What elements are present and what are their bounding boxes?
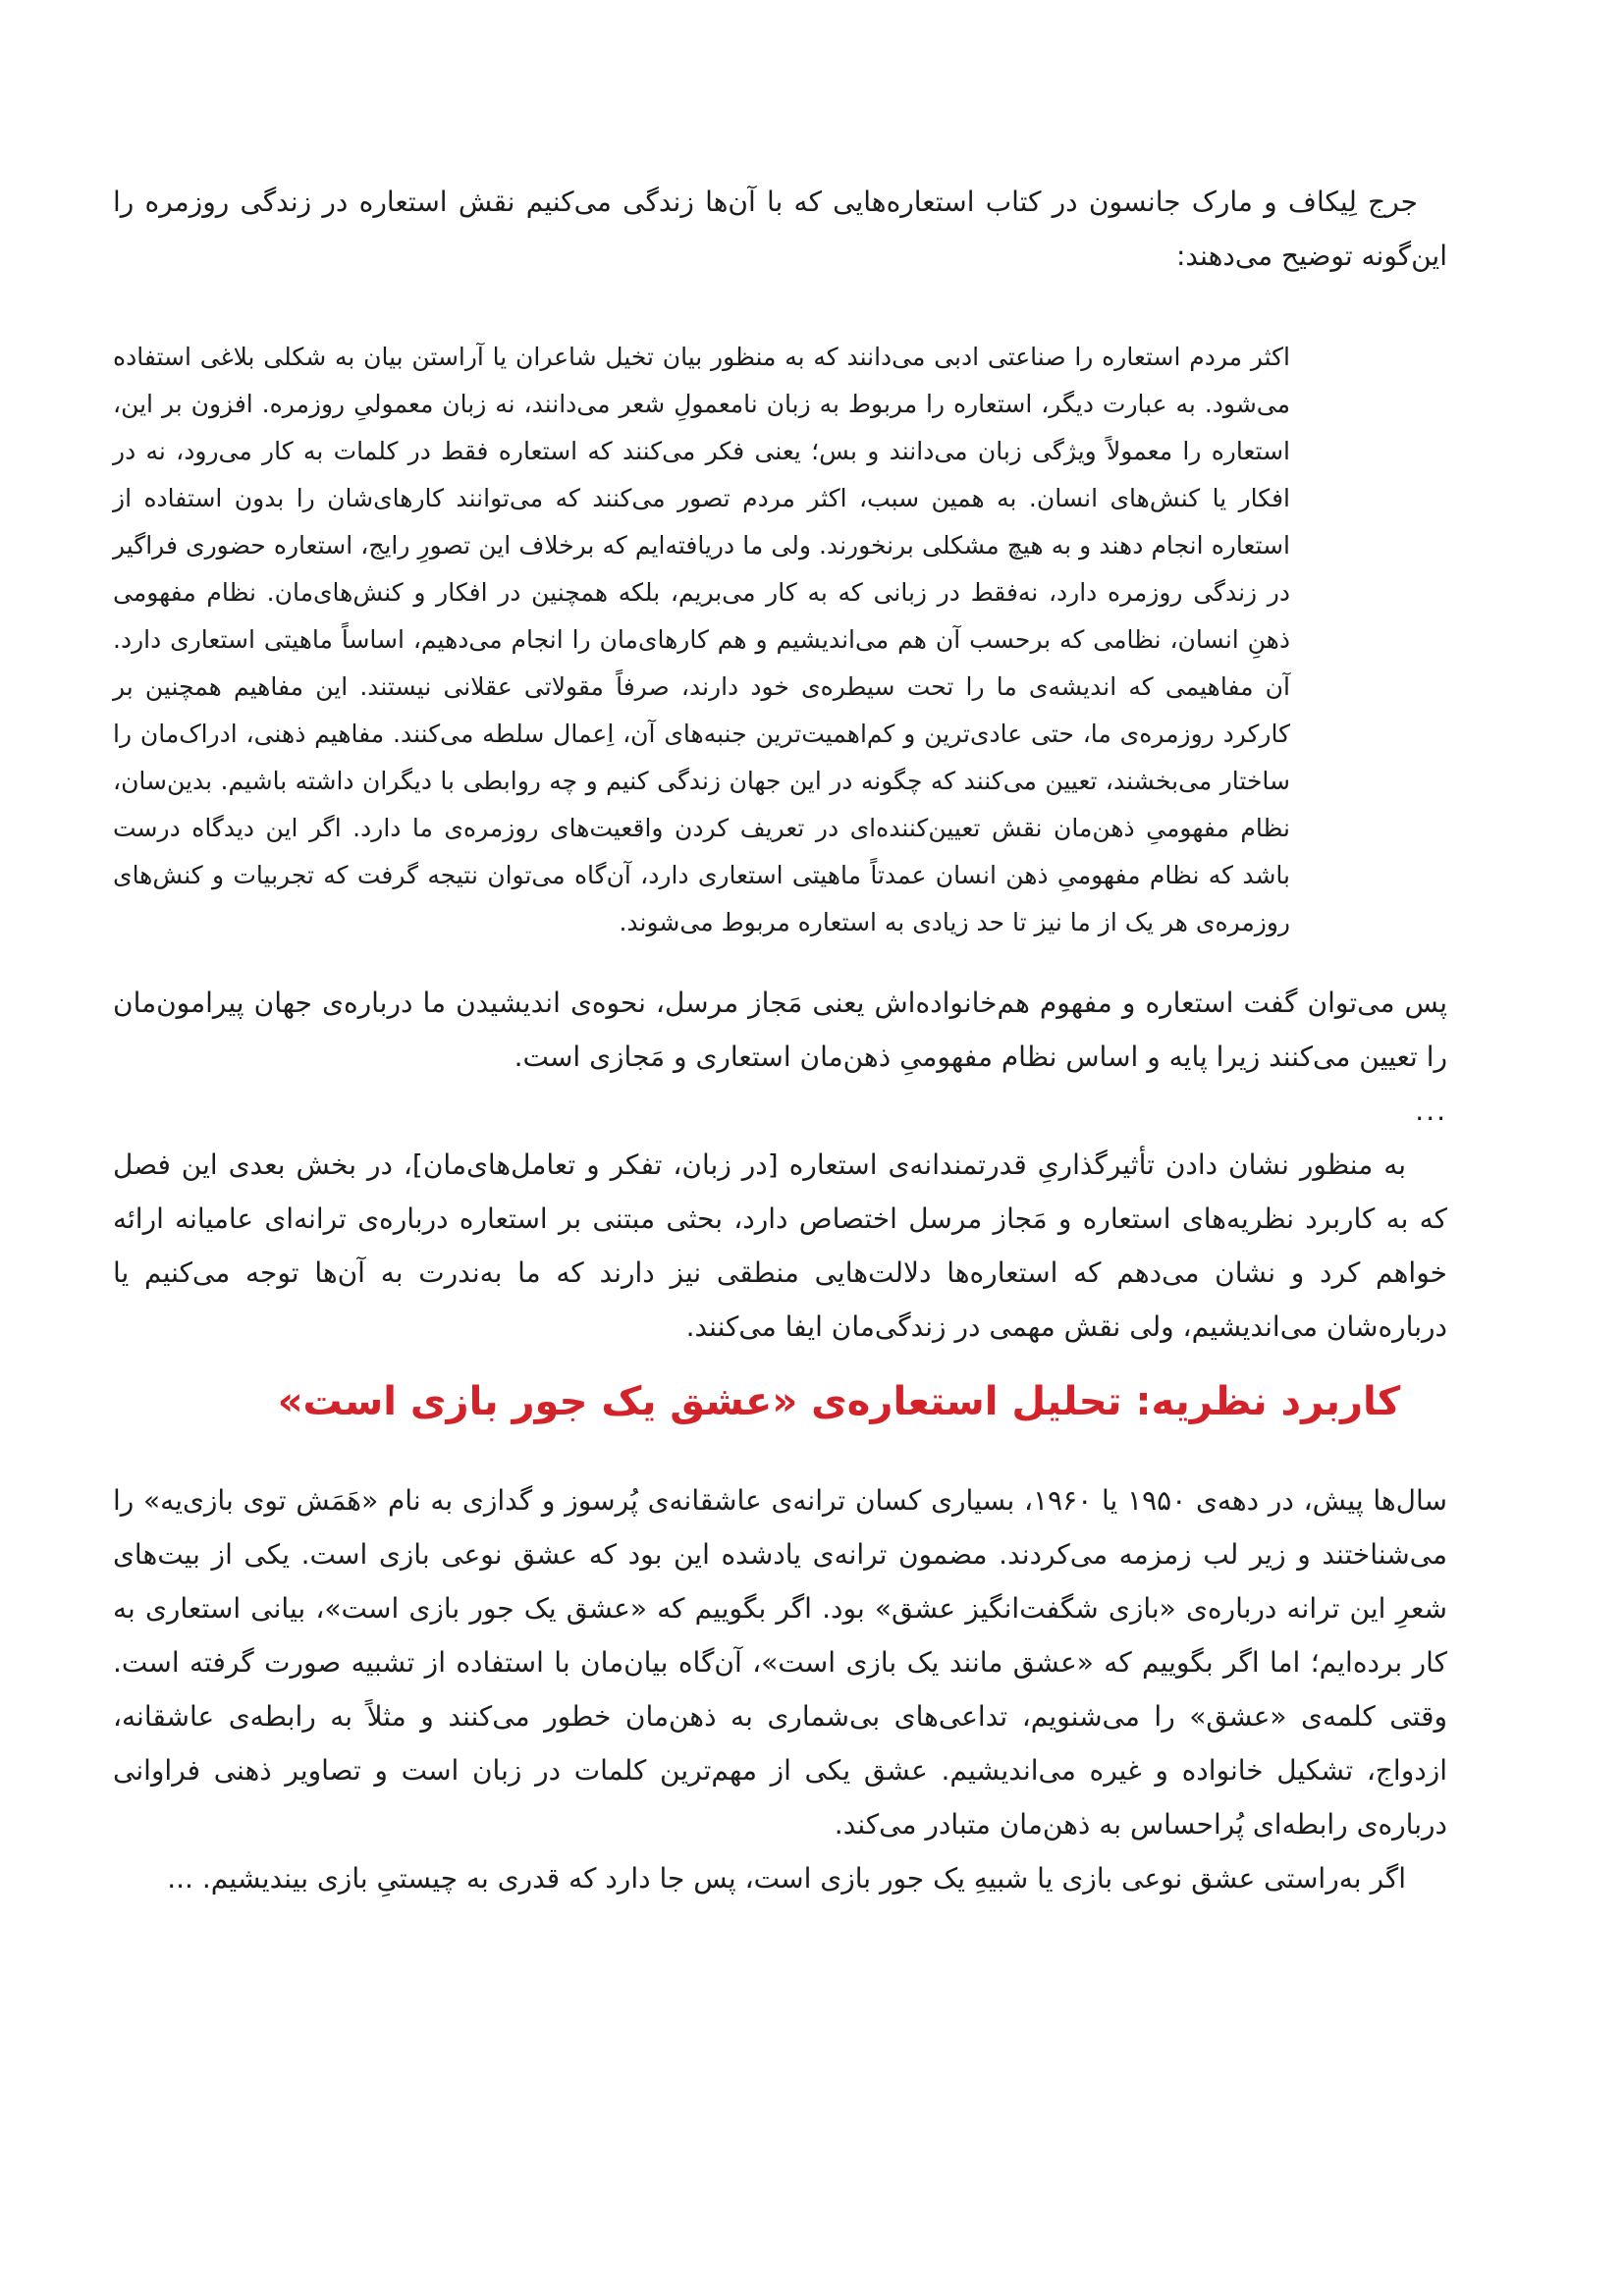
closing-paragraph: اگر به‌راستی عشق نوعی بازی یا شبیهِ یک جور بازی است، پس جا دارد که قدری به چیستیِ بازی بیندیشیم. ... xyxy=(167,1862,1406,1895)
ellipsis-line: ... xyxy=(1415,1095,1447,1127)
transition-paragraph: به منظور نشان دادن تأثیرگذاریِ قدرتمندانه‌ی استعاره [در زبان، تفکر و تعامل‌های‌مان]، در بخش بعدی این فصل که به کاربرد نظریه‌های استعاره و مَجاز مرسل اختصاص دارد، بحثی مبتنی بر استعاره درباره‌ی ترانه‌ای عامیانه ارائه خواهم کرد و نشان می‌دهم که استعاره‌ها دلالت‌هایی منطقی نیز دارند که ما به‌ندرت به آن‌ها توجه می‌کنیم یا درباره‌شان می‌اندیشیم، ولی نقش مهمی در زندگی‌مان ایفا می‌کنند. xyxy=(113,1148,1447,1343)
intro-paragraph: جرج لِیکاف و مارک جانسون در کتاب استعاره‌هایی که با آن‌ها زندگی می‌کنیم نقش استعاره در زندگی روزمره را این‌گونه توضیح می‌دهند: xyxy=(113,186,1447,272)
song-analysis-paragraph: سال‌ها پیش، در دهه‌ی ۱۹۵۰ یا ۱۹۶۰، بسیاری کسان ترانه‌ی عاشقانه‌ی پُرسوز و گدازی به نام «هَمَش توی بازی‌یه» را می‌شناختند و زیر لب زمزمه می‌کردند. مضمون ترانه‌ی یادشده این بود که عشق نوعی بازی است. یکی از بیت‌های شعرِ این ترانه درباره‌ی «بازی شگفت‌انگیز عشق» بود. اگر بگوییم که «عشق یک جور بازی است»، بیانی استعاری به کار برده‌ایم؛ اما اگر بگوییم که «عشق مانند یک بازی است»، آن‌گاه بیان‌مان با استفاده از تشبیه صورت گرفته است. وقتی کلمه‌ی «عشق» را می‌شنویم، تداعی‌های بی‌شماری به ذهن‌مان خطور می‌کنند و مثلاً به رابطه‌ی عاشقانه، ازدواج، تشکیل خانواده و غیره می‌اندیشیم. عشق یکی از مهم‌ترین کلمات در زبان است و تصاویر ذهنی فراوانی درباره‌ی رابطه‌ای پُراحساس به ذهن‌مان متبادر می‌کند. xyxy=(113,1484,1447,1841)
section-heading: کاربرد نظریه: تحلیل استعاره‌ی «عشق یک جور بازی است» xyxy=(277,1379,1401,1424)
block-quote: اکثر مردم استعاره را صناعتی ادبی می‌دانند که به منظور بیان تخیل شاعران یا آراستن بیان به شکلی بلاغی استفاده می‌شود. به عبارت دیگر، استعاره را مربوط به زبان نامعمولِ شعر می‌دانند، نه زبان معمولیِ روزمره. افزون بر این، استعاره را معمولاً ویژگی زبان می‌دانند و بس؛ یعنی فکر می‌کنند که استعاره فقط در کلمات به کار می‌رود، نه در افکار یا کنش‌های انسان. به همین سبب، اکثر مردم تصور می‌کنند که می‌توانند کارهای‌شان را بدون استفاده از استعاره انجام دهند و به هیچ مشکلی برنخورند. ولی ما دریافته‌ایم که برخلاف این تصورِ رایج، استعاره حضوری فراگیر در زندگی روزمره دارد، نه‌فقط در زبانی که به کار می‌بریم، بلکه همچنین در افکار و کنش‌های‌مان. نظام مفهومی ذهنِ انسان، نظامی که برحسب آن هم می‌اندیشیم و هم کارهای‌مان را انجام می‌دهیم، اساساً ماهیتی استعاری دارد. آن مفاهیمی که اندیشه‌ی ما را تحت سیطره‌ی خود دارند، صرفاً مقولاتی عقلانی نیستند. این مفاهیم همچنین بر کارکرد روزمره‌ی ما، حتی عادی‌ترین و کم‌اهمیت‌ترین جنبه‌های آن، اِعمال سلطه می‌کنند. مفاهیم ذهنی، ادراک‌مان را ساختار می‌بخشند، تعیین می‌کنند که چگونه در این جهان زندگی کنیم و چه روابطی با دیگران داشته باشیم. بدین‌سان، نظام مفهومیِ ذهن‌مان نقش تعیین‌کننده‌ای در تعریف کردن واقعیت‌های روزمره‌ی ما دارد. اگر این دیدگاه درست باشد که نظام مفهومیِ ذهن انسان عمدتاً ماهیتی استعاری دارد، آن‌گاه می‌توان نتیجه گرفت که تجربیات و کنش‌های روزمره‌ی هر یک از ما نیز تا حد زیادی به استعاره مربوط می‌شوند. xyxy=(113,343,1290,936)
summary-paragraph: پس می‌توان گفت استعاره و مفهوم هم‌خانواده‌اش یعنی مَجاز مرسل، نحوه‌ی اندیشیدن ما درباره‌ی جهان پیرامون‌مان را تعیین می‌کنند زیرا پایه و اساس نظام مفهومیِ ذهن‌مان استعاری و مَجازی است. xyxy=(113,987,1447,1073)
